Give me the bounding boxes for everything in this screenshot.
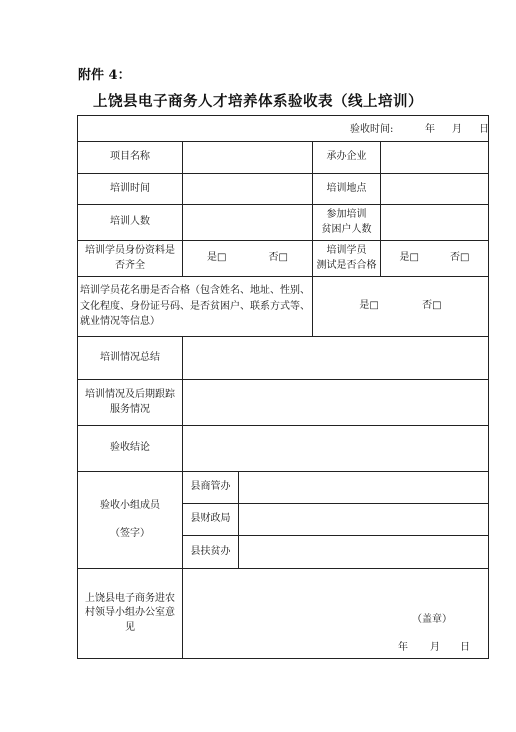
id-docs-options bbox=[182, 240, 313, 277]
seal-note: （盖章） bbox=[412, 614, 452, 625]
poverty-office-label: 县扶贫办 bbox=[182, 535, 239, 569]
commerce-office-label: 县商管办 bbox=[182, 471, 239, 504]
id-docs-no-checkbox[interactable]: 否□ bbox=[268, 252, 288, 264]
attachment-number: 附件 4： bbox=[78, 68, 131, 83]
trainees-label: 培训人数 bbox=[77, 204, 183, 241]
training-place-field[interactable] bbox=[380, 173, 489, 205]
training-place-label: 培训地点 bbox=[312, 173, 381, 205]
test-pass-yes-checkbox[interactable]: 是□ bbox=[399, 252, 419, 264]
follow-up-label: 培训情况及后期跟踪 服务情况 bbox=[77, 379, 183, 426]
roster-yes-checkbox[interactable]: 是□ bbox=[359, 300, 379, 312]
trainees-field[interactable] bbox=[182, 204, 313, 241]
signature-note: （签字） bbox=[110, 528, 150, 539]
summary-label: 培训情况总结 bbox=[77, 336, 183, 380]
summary-field[interactable] bbox=[182, 336, 489, 380]
roster-options bbox=[312, 276, 489, 337]
organizer-field[interactable] bbox=[380, 141, 489, 174]
opinion-month: 月 bbox=[430, 642, 440, 653]
test-pass-no-checkbox[interactable]: 否□ bbox=[450, 252, 470, 264]
test-pass-options bbox=[380, 240, 489, 277]
acceptance-year: 年 bbox=[425, 124, 435, 135]
commerce-office-signature[interactable] bbox=[238, 471, 489, 504]
follow-up-field[interactable] bbox=[182, 379, 489, 426]
opinion-year: 年 bbox=[398, 642, 408, 653]
test-pass-label: 培训学员 测试是否合格 bbox=[312, 240, 381, 277]
project-name-field[interactable] bbox=[182, 141, 313, 174]
organizer-label: 承办企业 bbox=[312, 141, 381, 174]
id-docs-label: 培训学员身份资料是 否齐全 bbox=[77, 240, 183, 277]
training-time-label: 培训时间 bbox=[77, 173, 183, 205]
acceptance-day: 日 bbox=[479, 124, 489, 135]
conclusion-field[interactable] bbox=[182, 425, 489, 472]
acceptance-time-label: 验收时间: bbox=[350, 124, 394, 135]
training-time-field[interactable] bbox=[182, 173, 313, 205]
project-name-label: 项目名称 bbox=[77, 141, 183, 174]
poor-count-field[interactable] bbox=[380, 204, 489, 241]
poor-count-label: 参加培训 贫困户人数 bbox=[312, 204, 381, 241]
id-docs-yes-checkbox[interactable]: 是□ bbox=[207, 252, 227, 264]
roster-label: 培训学员花名册是否合格（包含姓名、地址、性别、文化程度、身份证号码、是否贫困户、联系方式等、就业情况等信息） bbox=[77, 276, 313, 337]
office-opinion-label: 上饶县电子商务进农 村领导小组办公室意 见 bbox=[77, 568, 183, 659]
members-label: 验收小组成员 bbox=[100, 499, 160, 511]
conclusion-label: 验收结论 bbox=[77, 425, 183, 472]
roster-no-checkbox[interactable]: 否□ bbox=[422, 300, 442, 312]
page-title: 上饶县电子商务人才培养体系验收表（线上培训） bbox=[93, 93, 423, 110]
opinion-day: 日 bbox=[460, 642, 470, 653]
finance-bureau-label: 县财政局 bbox=[182, 503, 239, 536]
members-label-cell bbox=[77, 471, 183, 569]
poverty-office-signature[interactable] bbox=[238, 535, 489, 569]
finance-bureau-signature[interactable] bbox=[238, 503, 489, 536]
acceptance-month: 月 bbox=[452, 124, 462, 135]
